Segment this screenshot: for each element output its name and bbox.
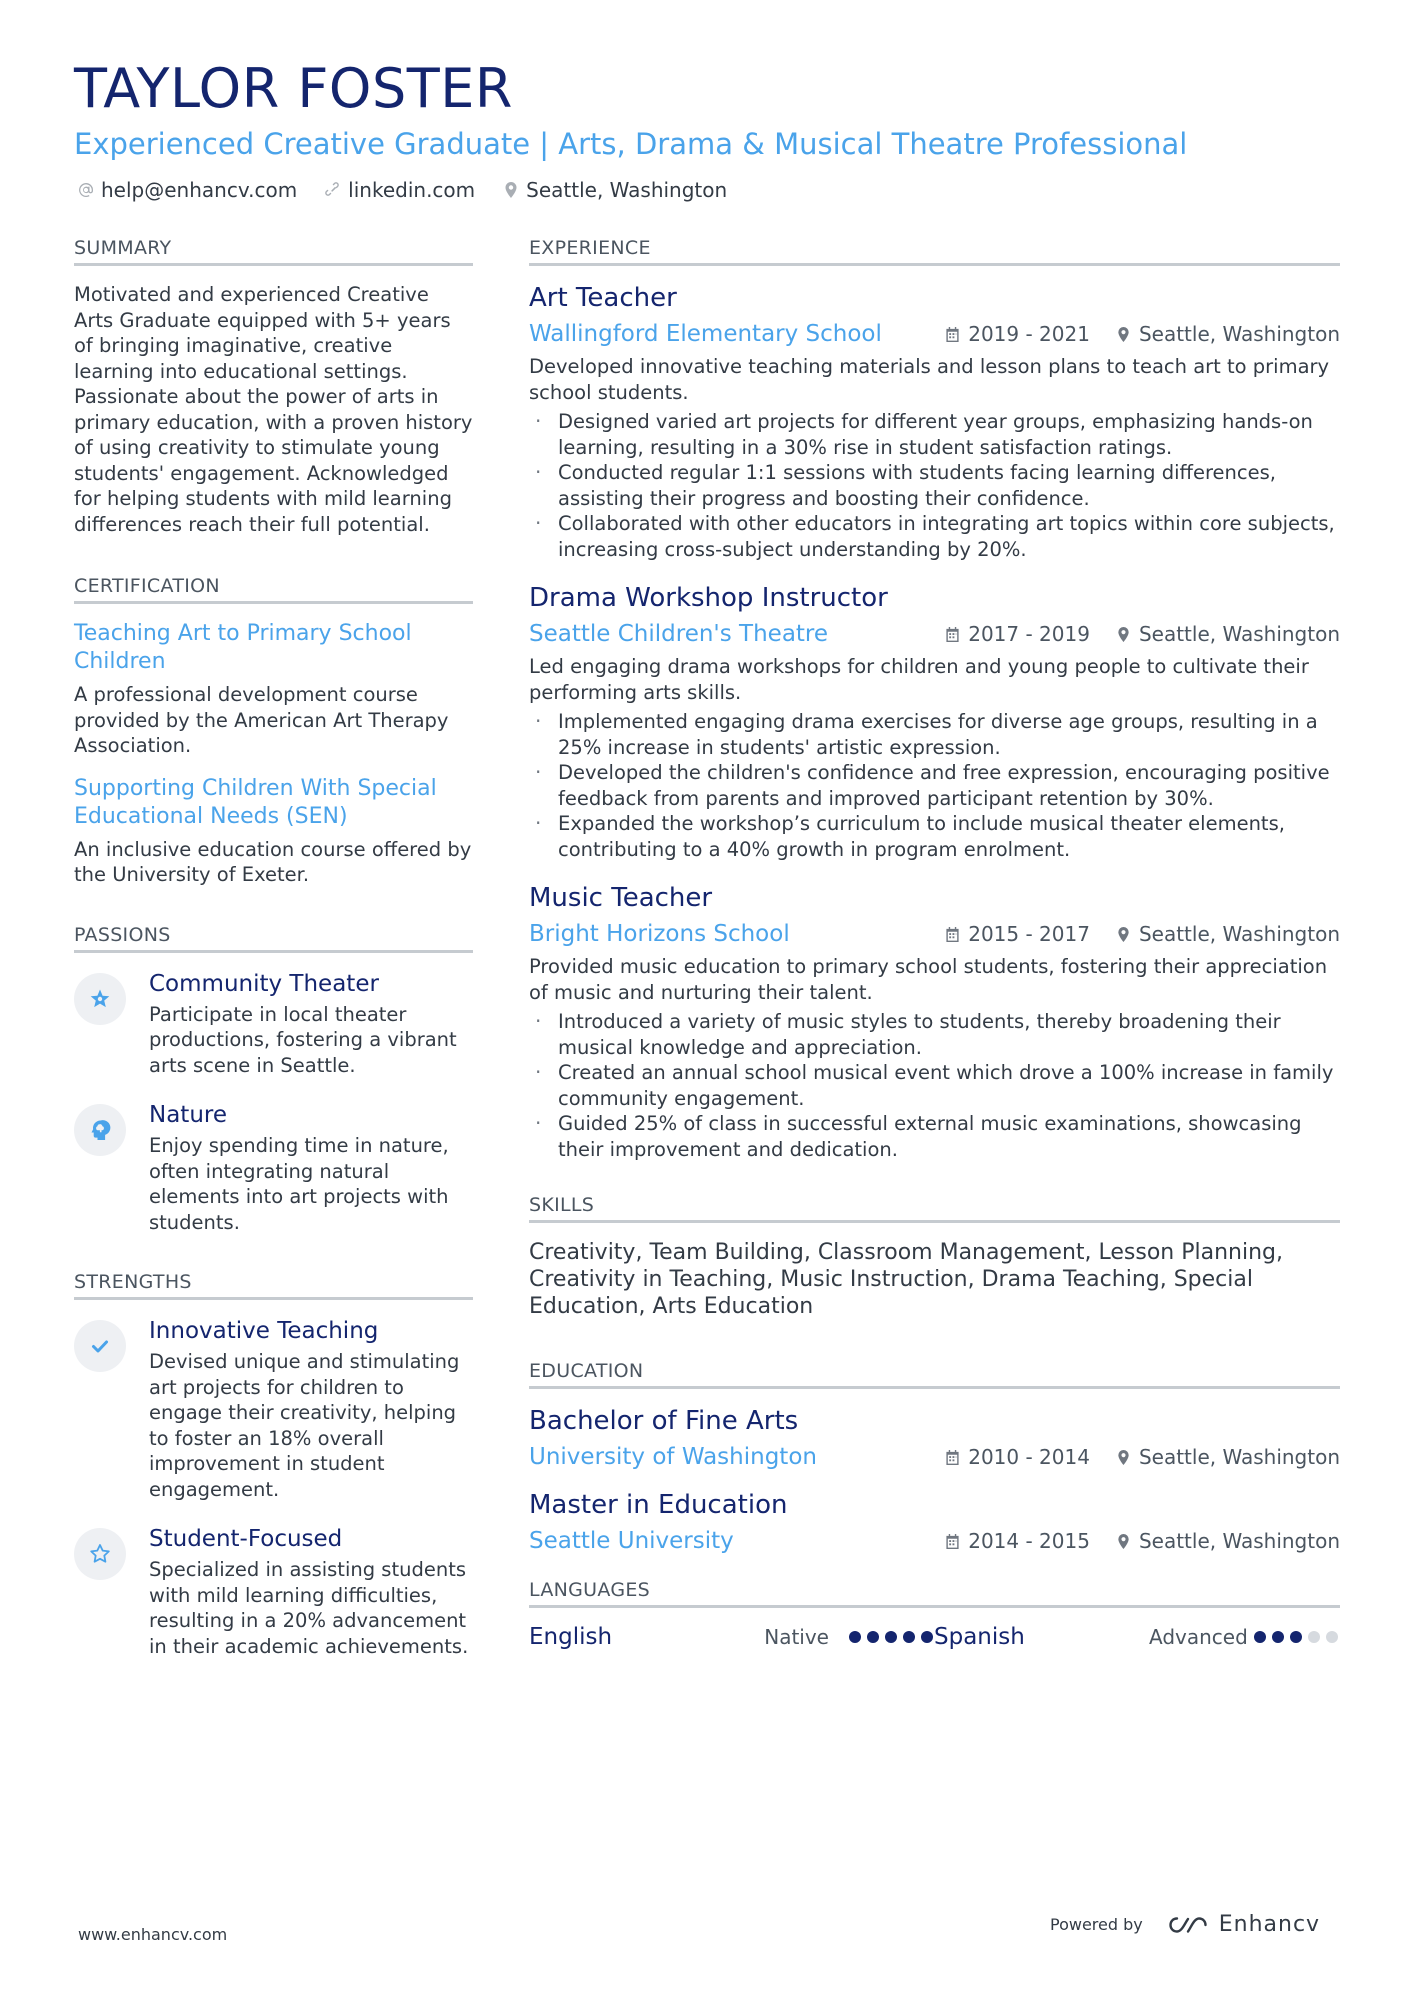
star-sparkle-icon [88,987,112,1011]
education-dates [945,1529,1090,1553]
rating-dot-empty [1326,1631,1338,1643]
job-entry [529,582,1340,862]
language-rating [849,1631,933,1643]
job-location-text: Seattle, Washington [1138,322,1340,346]
job-bullets [529,1009,1340,1162]
skills-text: Creativity, Team Building, Classroom Management, Lesson Planning, Creativity in Teaching, Music Instruction, Drama Teaching, Special Education, Arts Education [529,1240,1283,1319]
brand-logo[interactable] [1165,1912,1320,1937]
passion-desc: Participate in local theater productions, fostering a vibrant arts scene in Seattle. [149,1002,457,1077]
education-location-text: Seattle, Washington [1138,1445,1340,1469]
left-column [74,237,473,1681]
rating-dot-filled [921,1631,933,1643]
candidate-name: TAYLOR FOSTER [74,57,513,120]
job-location [1116,622,1340,646]
job-dates [945,622,1090,646]
language-name: Spanish [934,1624,1025,1650]
summary-text: Motivated and experienced Creative Arts Graduate equipped with 5+ years of bringing imaginative, creative learning into educational settings. Passionate about the power of arts in primary education, with a proven history of using creativity to stimulate young students' engagement. Acknowledged for helping students with mild learning differences reach their full potential. [74,283,473,536]
strength-icon-circle [74,1528,126,1580]
school-name: University of Washington [529,1444,817,1470]
summary-section [74,237,473,537]
job-company: Seattle Children's Theatre [529,621,829,647]
checkmark-icon [88,1334,112,1358]
job-bullet: · Guided 25% of class in successful external music examinations, showcasing their improvement and dedication. [529,1111,1340,1162]
education-entry [529,1405,1340,1471]
location-pin-icon [1116,1450,1131,1465]
job-bullet: · Conducted regular 1:1 sessions with students facing learning differences, assisting their progress and boosting their confidence. [529,460,1340,511]
languages-section [529,1579,1340,1650]
job-bullet: · Designed varied art projects for different year groups, emphasizing hands-on learning, resulting in a 30% rise in student satisfaction ratings. [529,409,1340,460]
passion-title: Community Theater [149,970,379,997]
rating-dot-filled [1290,1631,1302,1643]
passion-item [74,1100,473,1235]
section-title: EXPERIENCE [529,237,1340,266]
footer-website[interactable]: www.enhancv.com [78,1925,228,1944]
language-item [529,1624,934,1650]
section-title: LANGUAGES [529,1579,1340,1608]
strengths-section [74,1271,473,1659]
job-bullets [529,709,1340,862]
education-dates-text: 2010 - 2014 [968,1445,1090,1469]
education-location-text: Seattle, Washington [1138,1529,1340,1553]
job-description: Led engaging drama workshops for children and young people to cultivate their performing arts skills. [529,655,1309,704]
passion-desc: Enjoy spending time in nature, often integrating natural elements into art projects with students. [149,1134,449,1234]
strength-item [74,1316,473,1502]
job-bullet: · Collaborated with other educators in integrating art topics within core subjects, increasing cross-subject understanding by 20%. [529,511,1340,562]
footer-branding [1050,1912,1320,1937]
candidate-headline: Experienced Creative Graduate | Arts, Drama & Musical Theatre Professional [74,127,1188,161]
infinity-logo-icon [1165,1913,1211,1937]
job-bullet: · Created an annual school musical event which drove a 100% increase in family community engagement. [529,1060,1340,1111]
language-level: Advanced [1149,1625,1248,1649]
job-company: Bright Horizons School [529,921,790,947]
certification-name: Supporting Children With Special Educational Needs (SEN) [74,775,437,829]
passion-title: Nature [149,1102,227,1128]
passion-item [74,969,473,1079]
job-entry [529,282,1340,562]
contact-bar [78,178,727,202]
location-pin-icon [1116,927,1131,942]
job-description: Provided music education to primary school students, fostering their appreciation of music and nurturing their talent. [529,955,1328,1004]
education-location [1116,1445,1340,1469]
calendar-icon [945,1534,960,1549]
certification-desc: An inclusive education course offered by the University of Exeter. [74,837,472,886]
brand-name: Enhancv [1218,1912,1321,1937]
passion-icon-circle [74,1104,126,1156]
location-pin-icon [1116,627,1131,642]
school-name: Seattle University [529,1528,734,1554]
section-title: EDUCATION [529,1360,1340,1389]
job-title: Art Teacher [529,283,677,313]
location-pin-icon [1116,327,1131,342]
section-title: PASSIONS [74,924,473,953]
calendar-icon [945,627,960,642]
head-brain-icon [88,1118,112,1142]
job-dates-text: 2015 - 2017 [968,922,1090,946]
degree-title: Master in Education [529,1490,788,1520]
job-bullets [529,409,1340,562]
rating-dot-empty [1308,1631,1320,1643]
at-icon [78,182,94,198]
experience-section [529,237,1340,1162]
strength-desc: Devised unique and stimulating art projects for children to engage their creativity, helping to foster an 18% overall improvement in student engagement. [149,1350,460,1501]
rating-dot-filled [1272,1631,1284,1643]
job-bullet: · Introduced a variety of music styles to students, thereby broadening their musical knowledge and appreciation. [529,1009,1340,1060]
education-entry [529,1489,1340,1555]
job-company: Wallingford Elementary School [529,321,882,347]
job-bullet: · Expanded the workshop’s curriculum to include musical theater elements, contributing to a 40% growth in program enrolment. [529,811,1340,862]
link-icon [325,182,341,198]
rating-dot-filled [849,1631,861,1643]
location-text: Seattle, Washington [526,178,728,202]
right-column [529,237,1340,1650]
rating-dot-filled [903,1631,915,1643]
language-level: Native [764,1625,829,1649]
job-title: Drama Workshop Instructor [529,583,888,613]
contact-linkedin[interactable] [325,178,475,202]
passion-icon-circle [74,973,126,1025]
certification-item [74,620,473,759]
strength-title: Student-Focused [149,1526,343,1552]
job-location [1116,322,1340,346]
star-outline-icon [88,1542,112,1566]
job-location-text: Seattle, Washington [1138,922,1340,946]
rating-dot-filled [1254,1631,1266,1643]
skills-section [529,1194,1340,1320]
language-item [934,1624,1339,1650]
education-dates-text: 2014 - 2015 [968,1529,1090,1553]
strength-title: Innovative Teaching [149,1318,379,1344]
job-bullet: · Developed the children's confidence and free expression, encouraging positive feedback from parents and improved participant retention by 30%. [529,760,1340,811]
calendar-icon [945,927,960,942]
calendar-icon [945,1450,960,1465]
rating-dot-filled [885,1631,897,1643]
job-entry [529,882,1340,1162]
section-title: SKILLS [529,1194,1340,1223]
job-title: Music Teacher [529,883,713,913]
education-location [1116,1529,1340,1553]
education-section [529,1360,1340,1555]
job-dates [945,922,1090,946]
strength-desc: Specialized in assisting students with mild learning difficulties, resulting in a 20% advancement in their academic achievements. [149,1558,469,1658]
powered-by-text: Powered by [1050,1915,1143,1934]
job-bullet: · Implemented engaging drama exercises for diverse age groups, resulting in a 25% increase in students' artistic expression. [529,709,1340,760]
job-dates-text: 2019 - 2021 [968,322,1090,346]
certification-section [74,575,473,888]
job-location-text: Seattle, Washington [1138,622,1340,646]
location-pin-icon [503,182,519,198]
contact-email[interactable] [78,178,297,202]
passions-section [74,924,473,1236]
contact-location [503,178,727,202]
location-pin-icon [1116,1534,1131,1549]
strength-icon-circle [74,1320,126,1372]
calendar-icon [945,327,960,342]
email-text: help@enhancv.com [101,178,298,202]
language-name: English [529,1624,613,1650]
degree-title: Bachelor of Fine Arts [529,1406,799,1436]
section-title: STRENGTHS [74,1271,473,1300]
education-dates [945,1445,1090,1469]
section-title: CERTIFICATION [74,575,473,604]
rating-dot-filled [867,1631,879,1643]
job-dates [945,322,1090,346]
section-title: SUMMARY [74,237,473,266]
job-dates-text: 2017 - 2019 [968,622,1090,646]
language-rating [1254,1631,1338,1643]
linkedin-text: linkedin.com [348,178,476,202]
job-location [1116,922,1340,946]
certification-item [74,775,473,888]
certification-desc: A professional development course provided by the American Art Therapy Association. [74,683,449,757]
certification-name: Teaching Art to Primary School Children [74,621,412,674]
job-description: Developed innovative teaching materials and lesson plans to teach art to primary school students. [529,355,1330,404]
strength-item [74,1524,473,1659]
